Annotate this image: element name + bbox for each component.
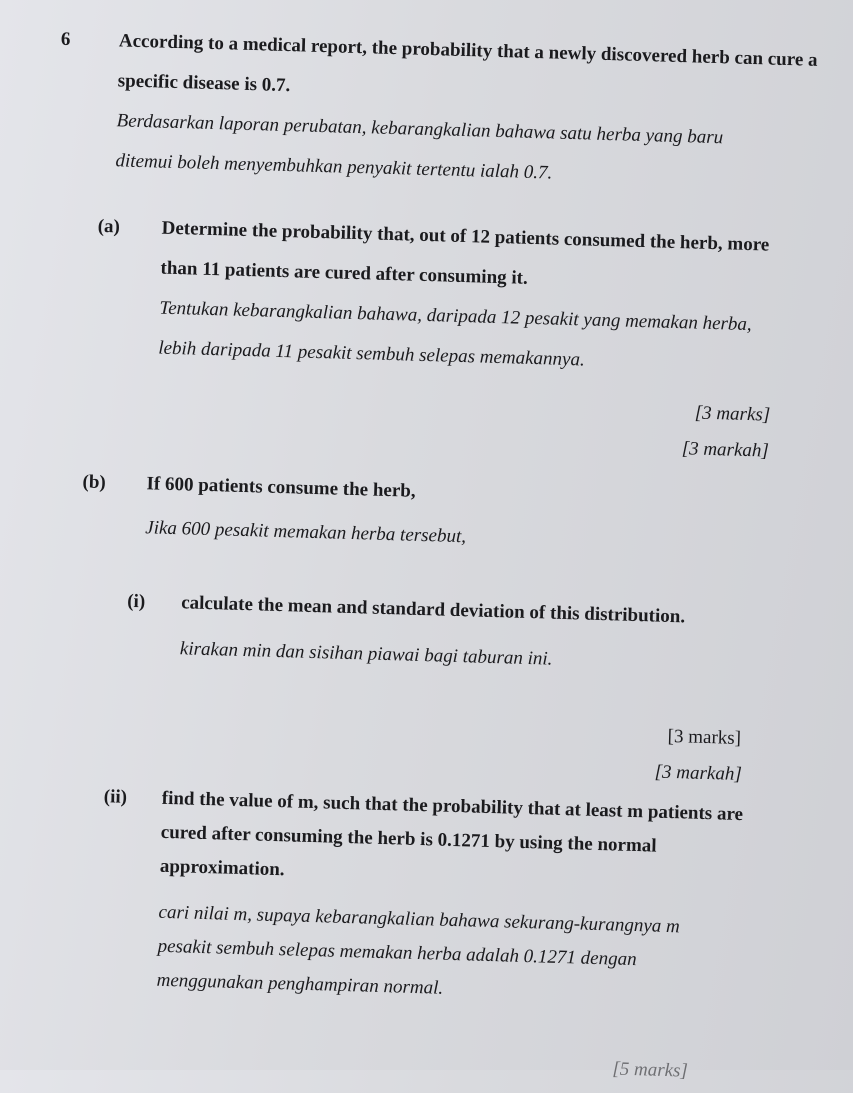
part-b-i-label: (i): [126, 590, 146, 613]
part-b-ii-ms-line-3: menggunakan penghampiran normal.: [156, 969, 444, 999]
part-b-ii-en-line-2: cured after consuming the herb is 0.1271 by using the normal: [160, 821, 657, 857]
part-b-ii-en-line-1: find the value of m, such that the probability that at least m patients are: [161, 787, 744, 826]
part-b-ii-en-line-3: approximation.: [159, 855, 285, 881]
part-b-i-en: calculate the mean and standard deviation of this distribution.: [180, 592, 686, 628]
part-a-ms-line-1: Tentukan kebarangkalian bahawa, daripada 12 pesakit yang memakan herba,: [159, 297, 752, 336]
part-b-i-marks-en: [3 marks]: [667, 725, 742, 749]
part-b-label: (b): [82, 471, 107, 494]
part-a-label: (a): [97, 215, 121, 238]
part-b-en: If 600 patients consume the herb,: [146, 473, 416, 502]
stem-ms-line-1: Berdasarkan laporan perubatan, kebarangkalian bahawa satu herba yang baru: [116, 110, 724, 149]
part-b-ms: Jika 600 pesakit memakan herba tersebut,: [145, 517, 467, 548]
part-a-marks-en: [3 marks]: [694, 402, 771, 426]
part-b-i-marks-ms: [3 markah]: [654, 761, 743, 786]
part-a-en-line-2: than 11 patients are cured after consuming it.: [160, 257, 529, 289]
part-b-ii-label: (ii): [103, 786, 128, 808]
part-b-ii-marks-en: [5 marks]: [612, 1058, 689, 1082]
part-a-ms-line-2: lebih daripada 11 pesakit sembuh selepas memakannya.: [158, 337, 586, 371]
question-number: 6: [60, 28, 71, 50]
part-b-i-ms: kirakan min dan sisihan piawai bagi taburan ini.: [179, 638, 553, 670]
stem-ms-line-2: ditemui boleh menyembuhkan penyakit tertentu ialah 0.7.: [115, 150, 553, 184]
part-b-ii-ms-line-2: pesakit sembuh selepas memakan herba adalah 0.1271 dengan: [157, 935, 637, 971]
part-a-marks-ms: [3 markah]: [681, 438, 770, 462]
part-b-ii-ms-line-1: cari nilai m, supaya kebarangkalian bahawa sekurang-kurangnya m: [158, 901, 681, 938]
stem-en-line-2: specific disease is 0.7.: [117, 70, 291, 97]
stem-en-line-1: According to a medical report, the probability that a newly discovered herb can cure a: [118, 30, 818, 71]
part-a-en-line-1: Determine the probability that, out of 12 patients consumed the herb, more: [161, 217, 770, 256]
